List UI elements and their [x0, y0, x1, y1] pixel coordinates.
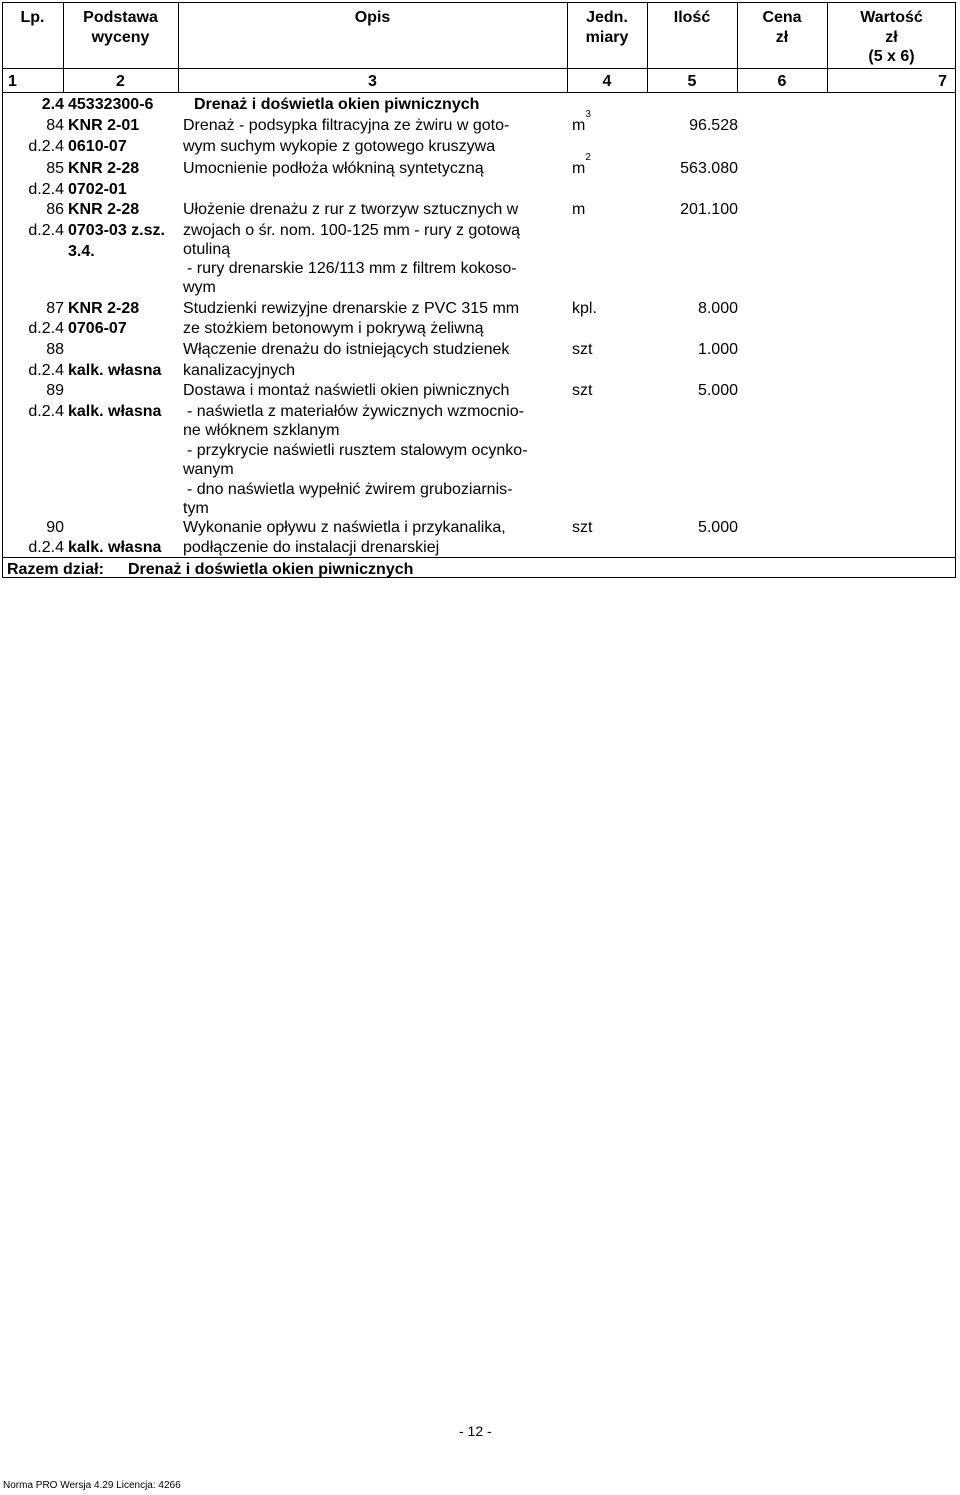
page-number: - 12 - — [459, 1423, 492, 1439]
colnum-2: 2 — [116, 73, 125, 90]
row-desc: wanym — [183, 461, 234, 478]
row-desc: - przykrycie naświetli rusztem stalowym ocynko- — [187, 442, 528, 459]
header-divider — [2, 68, 956, 69]
row-qty: 96.528 — [689, 117, 738, 134]
summary-title: Drenaż i doświetla okien piwnicznych — [128, 561, 414, 578]
row-desc: kanalizacyjnych — [183, 362, 296, 379]
column-numbers-divider — [2, 92, 956, 93]
row-base: KNR 2-01 — [68, 117, 140, 134]
row-base: KNR 2-28 — [68, 201, 140, 218]
row-qty: 563.080 — [680, 160, 738, 177]
row-base: 3.4. — [68, 243, 95, 260]
row-lp-ref: d.2.4 — [28, 222, 64, 239]
row-base: 0706-07 — [68, 320, 127, 337]
summary-label: Razem dział: — [7, 561, 104, 578]
row-base: 0703-03 z.sz. — [68, 222, 165, 239]
section-title: Drenaż i doświetla okien piwnicznych — [194, 96, 480, 113]
software-footer: Norma PRO Wersja 4.29 Licencja: 4266 — [3, 1480, 181, 1491]
row-lp: 85 — [46, 160, 64, 177]
row-base: kalk. własna — [68, 539, 162, 556]
row-desc: - naświetla z materiałów żywicznych wzmocnio- — [187, 403, 524, 420]
row-qty: 201.100 — [680, 201, 738, 218]
row-desc: Umocnienie podłoża włókniną syntetyczną — [183, 160, 484, 177]
row-lp: 89 — [46, 382, 64, 399]
header-cena-2: zł — [775, 29, 789, 46]
row-unit: kpl. — [572, 300, 597, 317]
row-base: kalk. własna — [68, 362, 162, 379]
row-unit: $m^3$ — [572, 109, 591, 134]
row-desc: - dno naświetla wypełnić żwirem gruboziarnis- — [187, 481, 513, 498]
row-qty: 5.000 — [697, 519, 738, 536]
row-lp-ref: d.2.4 — [28, 138, 64, 155]
row-desc: Wykonanie opływu z naświetla i przykanalika, — [183, 519, 506, 536]
row-base: 0610-07 — [68, 138, 127, 155]
row-desc: Studzienki rewizyjne drenarskie z PVC 315 mm — [183, 300, 520, 317]
row-desc: zwojach o śr. nom. 100-125 mm - rury z gotową — [183, 222, 521, 239]
row-desc: tym — [183, 500, 209, 517]
section-code: 45332300-6 — [68, 96, 154, 113]
row-lp-ref: d.2.4 — [28, 403, 64, 420]
row-unit: szt — [572, 519, 593, 536]
row-lp-ref: d.2.4 — [28, 539, 64, 556]
row-lp: 86 — [46, 201, 64, 218]
colnum-4: 4 — [602, 73, 612, 90]
row-desc: Włączenie drenażu do istniejących studzienek — [183, 341, 510, 358]
row-lp-ref: d.2.4 — [28, 181, 64, 198]
colnum-7: 7 — [938, 73, 947, 90]
header-wartosc-3: (5 x 6) — [868, 48, 915, 65]
header-cena-1: Cena — [762, 9, 802, 26]
header-wartosc-1: Wartość — [860, 9, 923, 26]
header-jedn-1: Jedn. — [586, 9, 628, 26]
colnum-3: 3 — [368, 73, 377, 90]
row-desc: Ułożenie drenażu z rur z tworzyw sztucznych w — [183, 201, 519, 218]
row-desc: wym — [183, 279, 216, 296]
header-wartosc-2: zł — [885, 29, 898, 46]
row-base: 0702-01 — [68, 181, 127, 198]
row-desc: ne włóknem szklanym — [183, 422, 340, 439]
row-lp: 90 — [46, 519, 64, 536]
row-lp: 87 — [46, 300, 64, 317]
row-unit: m — [572, 201, 586, 218]
row-unit: $m^2$ — [572, 152, 591, 177]
row-qty: 1.000 — [697, 341, 738, 358]
row-desc: - rury drenarskie 126/113 mm z filtrem kokoso- — [187, 260, 517, 277]
section-lp: 2.4 — [41, 96, 64, 113]
row-base: KNR 2-28 — [68, 300, 140, 317]
header-jedn-2: miary — [585, 29, 629, 46]
row-base: kalk. własna — [68, 403, 162, 420]
row-unit: szt — [572, 382, 593, 399]
colnum-6: 6 — [777, 73, 787, 90]
row-desc: Drenaż - podsypka filtracyjna ze żwiru w goto- — [183, 117, 510, 134]
header-podstawa-2: wyceny — [91, 29, 150, 46]
row-unit: szt — [572, 341, 593, 358]
row-desc: ze stożkiem betonowym i pokrywą żeliwną — [183, 320, 484, 337]
row-lp-ref: d.2.4 — [28, 320, 64, 337]
row-base: KNR 2-28 — [68, 160, 140, 177]
colnum-1: 1 — [8, 73, 17, 90]
header-lp: Lp. — [20, 9, 45, 26]
row-desc: Dostawa i montaż naświetli okien piwnicznych — [183, 382, 510, 399]
colnum-5: 5 — [687, 73, 697, 90]
row-desc: otuliną — [183, 241, 231, 258]
row-lp-ref: d.2.4 — [28, 362, 64, 379]
row-qty: 8.000 — [697, 300, 738, 317]
row-lp: 84 — [46, 117, 64, 134]
row-lp: 88 — [46, 341, 64, 358]
row-desc: wym suchym wykopie z gotowego kruszywa — [183, 138, 496, 155]
header-ilosc: Ilość — [673, 9, 711, 26]
row-desc: podłączenie do instalacji drenarskiej — [183, 539, 440, 556]
header-podstawa-1: Podstawa — [83, 9, 158, 26]
summary-divider — [2, 557, 956, 558]
header-opis: Opis — [354, 9, 391, 26]
row-qty: 5.000 — [697, 382, 738, 399]
